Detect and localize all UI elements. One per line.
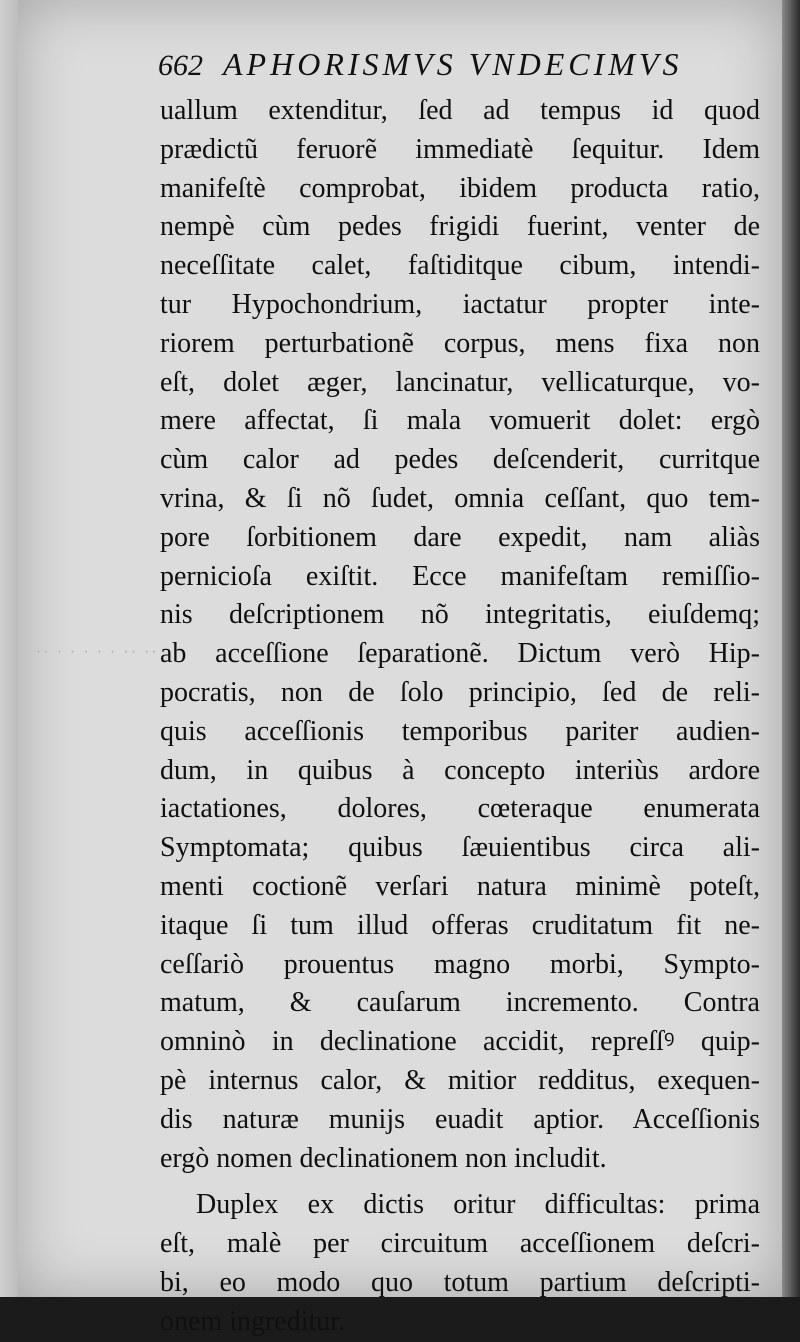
text-line: uallum extenditur, ſed ad tempus id quod bbox=[160, 95, 760, 126]
text-line: ergò nomen declinationem non includit. bbox=[160, 1142, 607, 1174]
text-line: onem ingreditur. bbox=[160, 1305, 346, 1337]
text-line: iactationes, dolores, cœteraque enumerata bbox=[160, 793, 760, 825]
text-line: dis naturæ munijs euadit aptior. Acceſſionis bbox=[160, 1103, 760, 1135]
show-through-marks: ·· · · · · · ·· ·· bbox=[36, 644, 159, 661]
text-line: neceſſitate calet, faſtiditque cibum, intendi- bbox=[160, 250, 760, 282]
text-line: matum, & cauſarum incremento. Contra bbox=[160, 987, 760, 1019]
text-line: Duplex ex dictis oritur difficultas: prima bbox=[196, 1189, 760, 1221]
text-line: itaque ſi tum illud offeras cruditatum fit ne- bbox=[160, 909, 760, 941]
page-left-edge bbox=[0, 0, 18, 1297]
page-gutter-shadow bbox=[782, 0, 800, 1297]
paragraph-gap bbox=[160, 1178, 760, 1186]
text-line: nis deſcriptionem nõ integritatis, eiuſdemq; bbox=[160, 599, 760, 631]
text-line: Symptomata; quibus ſæuientibus circa ali- bbox=[160, 832, 760, 864]
text-line: quis acceſſionis temporibus pariter audien- bbox=[160, 715, 760, 747]
page-header bbox=[158, 46, 758, 90]
text-line: eſt, dolet æger, lancinatur, vellicaturque, vo- bbox=[160, 366, 760, 398]
running-title: APHORISMVS VNDECIMVS bbox=[223, 46, 683, 82]
text-line: nempè cùm pedes frigidi fuerint, venter de bbox=[160, 211, 760, 243]
paragraph-2 bbox=[160, 1186, 760, 1341]
text-line: bi, eo modo quo totum partium deſcripti- bbox=[160, 1266, 760, 1298]
text-line: ab acceſſione ſeparationẽ. Dictum verò Hip- bbox=[160, 638, 760, 670]
text-line: pore ſorbitionem dare expedit, nam aliàs bbox=[160, 521, 760, 553]
text-line: pernicioſa exiſtit. Ecce manifeſtam remiſſio- bbox=[160, 560, 760, 592]
text-line: vrina, & ſi nõ ſudet, omnia ceſſant, quo tem- bbox=[160, 482, 760, 514]
text-line: pè internus calor, & mitior redditus, exequen- bbox=[160, 1064, 760, 1096]
text-line: eſt, malè per circuitum acceſſionem deſcri- bbox=[160, 1228, 760, 1260]
text-line: tur Hypochondrium, iactatur propter inte- bbox=[160, 288, 760, 320]
text-line: menti coctionẽ verſari natura minimè poteſt, bbox=[160, 870, 760, 902]
text-line: ceſſariò prouentus magno morbi, Sympto- bbox=[160, 948, 760, 980]
text-line: riorem perturbationẽ corpus, mens fixa non bbox=[160, 327, 760, 359]
text-line: mere affectat, ſi mala vomuerit dolet: ergò bbox=[160, 405, 760, 437]
text-line: dum, in quibus à concepto interiùs ardore bbox=[160, 754, 760, 786]
body-text bbox=[160, 92, 760, 1342]
text-line: manifeſtè comprobat, ibidem producta ratio, bbox=[160, 172, 760, 204]
text-line: cùm calor ad pedes deſcenderit, curritque bbox=[160, 444, 760, 476]
paragraph-1 bbox=[160, 92, 760, 1178]
page-number: 662 bbox=[158, 49, 203, 82]
text-line: omninò in declinatione accidit, repreſſꝰ quip- bbox=[160, 1026, 760, 1058]
text-line: prædictũ feruorẽ immediatè ſequitur. Idem bbox=[160, 133, 760, 165]
text-line: pocratis, non de ſolo principio, ſed de reli- bbox=[160, 676, 760, 708]
